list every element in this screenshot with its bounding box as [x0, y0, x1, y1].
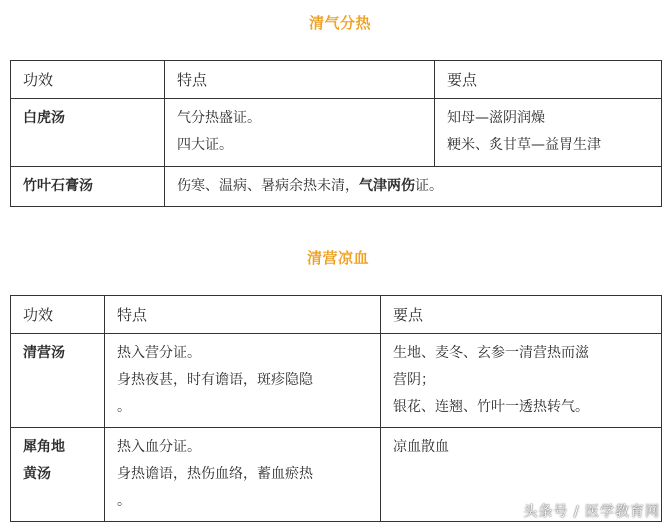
point-line: 银花、连翘、竹叶一透热转气。 [393, 399, 589, 415]
header-cell-features: 特点 [165, 61, 435, 99]
points-cell [381, 334, 662, 428]
watermark: 头条号 / 医学教育网 [523, 504, 660, 520]
section-title-1: 清气分热 [308, 14, 371, 32]
formula-name-cell [11, 99, 165, 167]
header-cell-features: 特点 [105, 296, 381, 334]
point-line: 生地、麦冬、玄参一清营热而滋 [393, 345, 589, 361]
points-cell [435, 99, 662, 167]
formula-name-cell [11, 428, 105, 522]
feature-line: 伤寒、温病、暑病余热未清，气津两伤证。 [177, 178, 443, 194]
feature-line: 。 [117, 399, 131, 415]
formula-name: 犀角地 [23, 439, 65, 455]
table-section-1 [10, 60, 662, 207]
table-header-row [11, 61, 662, 99]
formula-name: 清营汤 [23, 345, 65, 361]
table-row [11, 167, 662, 207]
table-row [11, 99, 662, 167]
point-line: 知母—滋阴润燥 [447, 110, 545, 126]
features-cell [105, 334, 381, 428]
feature-line: 气分热盛证。 [177, 110, 261, 126]
formula-name: 黄汤 [23, 466, 51, 482]
formula-name: 白虎汤 [23, 110, 65, 126]
merged-features-cell [165, 167, 662, 207]
section-title-2: 清营凉血 [306, 249, 369, 267]
formula-name: 竹叶石膏汤 [23, 178, 93, 194]
feature-line: 热入血分证。 [117, 439, 201, 455]
table-row [11, 334, 662, 428]
features-cell [165, 99, 435, 167]
highlight-text: 气津两伤 [359, 178, 415, 194]
header-cell-points: 要点 [435, 61, 662, 99]
feature-line: 热入营分证。 [117, 345, 201, 361]
table-section-2 [10, 295, 662, 522]
formula-name-cell [11, 167, 165, 207]
point-line: 凉血散血 [393, 439, 449, 455]
feature-line: 。 [117, 493, 131, 509]
point-line: 营阴； [393, 372, 435, 388]
point-line: 粳米、炙甘草—益胃生津 [447, 137, 601, 153]
header-cell-effect: 功效 [11, 296, 105, 334]
feature-line: 身热夜甚，时有谵语，斑疹隐隐 [117, 372, 313, 388]
header-cell-effect: 功效 [11, 61, 165, 99]
table-header-row [11, 296, 662, 334]
header-cell-points: 要点 [381, 296, 662, 334]
feature-line: 四大证。 [177, 137, 233, 153]
formula-name-cell [11, 334, 105, 428]
feature-line: 身热谵语，热伤血络，蓄血瘀热 [117, 466, 313, 482]
features-cell [105, 428, 381, 522]
